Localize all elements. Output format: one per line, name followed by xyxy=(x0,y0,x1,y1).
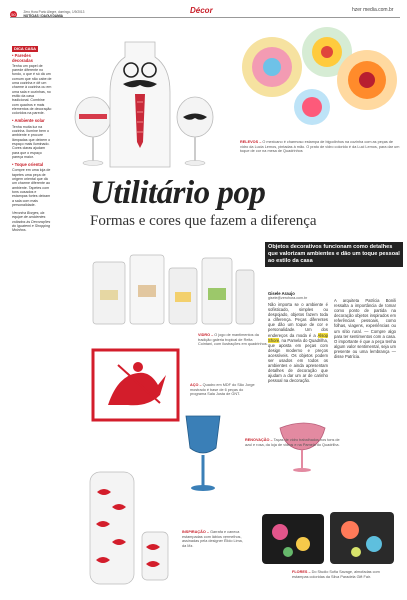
section-line: NOTÍCIAS | DAQUI DAMIA xyxy=(23,13,63,18)
photo-lips-jug xyxy=(82,452,174,592)
caption-text: Taças de vidro trabalhados nos tons de azul e rosa, da loja de vidros e na Pamela do Quadrilha. xyxy=(245,438,340,447)
caption-cushions xyxy=(292,570,397,579)
caption-text: O prato de vidro colorido é da Luci Lemos, para dar um toque de cor na mesa de Quadrinhos xyxy=(240,144,400,154)
sidebar-item-heading: • Paredes decoradas xyxy=(12,53,33,63)
author-name: Gisele Araujo xyxy=(268,291,295,296)
byline xyxy=(268,291,328,300)
caption-text: Quadro em MDF do São Jorge mostrado é base de 6 peças do programa Sala Justa de GNT. xyxy=(190,383,255,397)
caption-spices xyxy=(198,333,268,347)
caption-title: RELEVOS – xyxy=(240,140,262,144)
sidebar-item xyxy=(12,119,52,159)
article-column-1 xyxy=(268,302,328,392)
page-number: 50 xyxy=(11,12,16,18)
photo-spice-jars xyxy=(88,250,258,328)
sidebar-item-body: Compre em uma loja de tapetes uma peça de origem oriental que dá um charme diferente ao ambiente. Tapetes com tons ousados e estampas fortes deixam a sala com mais personalidade. xyxy=(12,168,51,207)
caption-text: O jogo de mantimentos da tradição galeria tropical de Reita Cointani, com ilustrações em quadrinhos. xyxy=(198,333,268,347)
column-text: , na Pamela do Quadrilha, que aposta em peças com design moderno e preços acessíveis. Os objetos podem ser usados em todos os ambientes e ainda apresentam detalhes de decoração que ajudam a dar um ar de carinho pessoal na decoração. xyxy=(268,337,328,384)
caption-title: AÇO – xyxy=(190,383,202,387)
sidebar-item xyxy=(12,54,52,115)
caption-text: O mexicano é charmoso estampa de bigodinhos na cozinha com as peças de vidro da Lucia Lemos, pintadas à mão. xyxy=(240,140,394,149)
sidebar-item-body: Tenha um papel de parede diferente no fundo, o que é só dá um comum que não cabe de uma cozinha e dê um charme à cozinha ou em uma sala e cozinhas, no estilo da casa tradicional. Combine com quadros e mais elementos de decoração coloridos na parede. xyxy=(12,63,52,116)
caption-title: FLORES – xyxy=(292,570,311,574)
caption-dragon xyxy=(190,383,260,397)
column-text: Não importa se o ambiente é sofisticado, simples ou despojado, objetos fazem toda a diferença. Peças diferentes que dão um toque de cor e personalidade. Um dos endereços da moda é a xyxy=(268,302,328,338)
photo-goblets xyxy=(180,408,395,496)
caption-text: Do Studio Sofia Savage, almofadas com estampas coloridas da Silva Paradela Gift Fair. xyxy=(292,570,380,579)
caption-lips xyxy=(182,530,247,548)
site-url[interactable]: hzer media.com.br xyxy=(352,7,394,13)
caption-goblets xyxy=(245,438,340,447)
section-title: Décor xyxy=(190,6,213,15)
sidebar-item-heading: • Toque oriental xyxy=(12,162,44,168)
article-column-2 xyxy=(334,298,396,390)
caption-title: INSPIRAÇÃO – xyxy=(182,530,210,534)
highlight-box: Objetos decorativos funcionam como detalhes que valorizam ambientes e dão um toque pessoal ao estilo da casa xyxy=(265,242,403,267)
caption-glasses xyxy=(240,140,400,154)
sidebar-tips xyxy=(12,46,52,594)
article-subtitle: Formas e cores que fazem a diferença xyxy=(90,213,317,229)
photo-mustache-glassware xyxy=(55,22,225,172)
photo-floral-cushions xyxy=(258,508,398,568)
author-email[interactable]: gisele@zerohora.com.br xyxy=(268,296,308,300)
photo-saint-george-mdf xyxy=(88,345,183,425)
column-text: A arquiteta Patrícia Bonili ressalta a importância de tomar como ponto de partida na decoração objetos inspirados em referências pessoais, como folhas, viagens, experiências ou um sítio rural. — Compre algo para ter sentimentos com a casa. O importante é que a peça tenha algum valor sentimental, seja um presente ou uma lembrança — disse Patrícia. xyxy=(334,298,396,360)
caption-title: RENOVAÇÃO – xyxy=(245,438,273,442)
sidebar-item-body: Tenha muita luz na cozinha. Ilumine bem o ambiente e procure lâmpadas que deixem o espaço mais iluminado. Cores claras ajudam para que o espaço pareça maior. xyxy=(12,124,51,159)
caption-title: VIDRO – xyxy=(198,333,214,337)
article-title: Utilitário pop xyxy=(90,175,266,211)
sidebar-item-heading: • Ambiente solar xyxy=(12,118,45,124)
photo-colorful-plates xyxy=(232,22,402,132)
sidebar-item xyxy=(12,163,52,207)
sidebar-tag: DICA CASA xyxy=(14,46,37,51)
highlighted-brand: Alsop Shore xyxy=(268,332,328,343)
sidebar-credit: Veronica Borges, da equipe de ambientes voltados às Decorações do Iguatemi e Shopping Moinhos. xyxy=(12,211,51,233)
caption-text: Garrafa e caneca estampadas com lábios vermelhos, assinadas pela designer Élido Lima, da Mz. xyxy=(182,530,243,548)
page-dateline: Zero Hora Porto Alegre, domingo, 1/9/2013 xyxy=(23,9,85,14)
